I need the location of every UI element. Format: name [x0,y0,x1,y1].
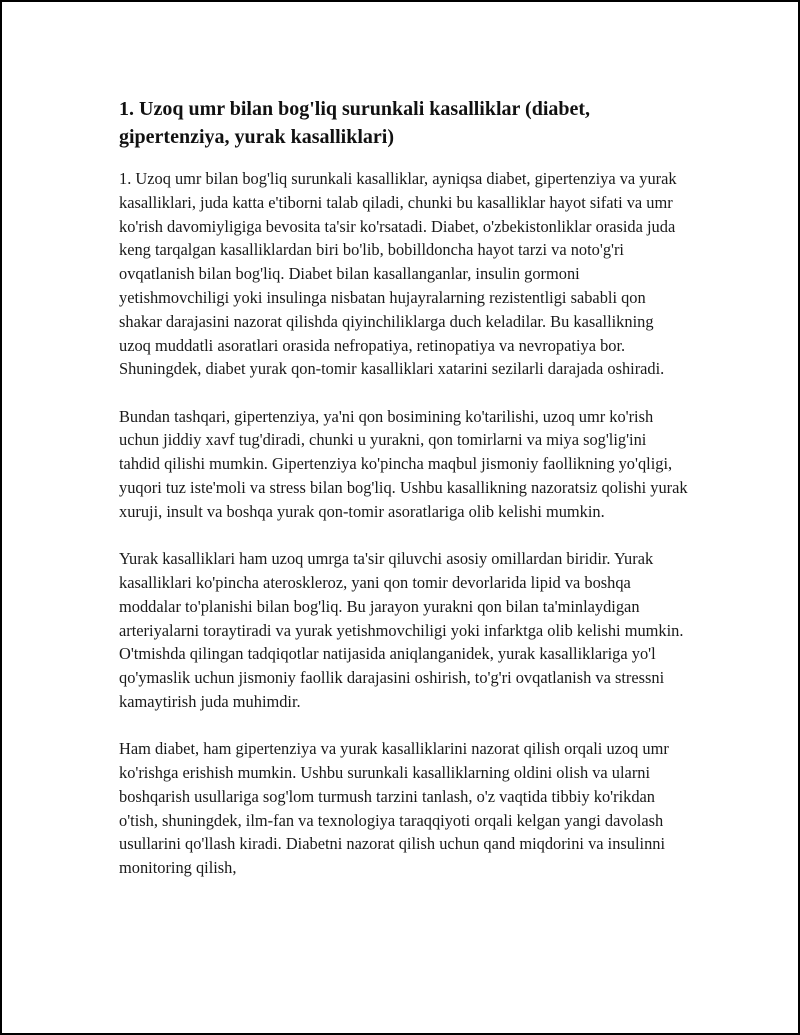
paragraph-heart-disease: Yurak kasalliklari ham uzoq umrga ta'sir qiluvchi asosiy omillardan biridir. Yurak kasalliklari ko'pincha ateroskleroz, yani qon tomir devorlarida lipid va boshqa moddalar to'planishi bilan bog'liq. Bu jarayon yurakni qon bilan ta'minlaydigan arteriyalarni toraytiradi va yurak yetishmovchiligi yoki infarktga olib kelishi mumkin. O'tmishda qilingan tadqiqotlar natijasida aniqlanganidek, yurak kasalliklariga yo'l qo'ymaslik uchun jismoniy faollik darajasini oshirish, to'g'ri ovqatlanish va stressni kamaytirish juda muhimdir. [119,549,684,711]
paragraph-control: Ham diabet, ham gipertenziya va yurak kasalliklarini nazorat qilish orqali uzoq umr ko'rishga erishish mumkin. Ushbu surunkali kasalliklarning oldini olish va ularni boshqarish usullariga sog'lom turmush tarzini tanlash, o'z vaqtida tibbiy ko'rikdan o'tish, shuningdek, ilm-fan va texnologiya taraqqiyoti orqali kelgan yangi davolash usullarini qo'llash kiradi. Diabetni nazorat qilish uchun qand miqdorini va insulinni monitoring qilish, [119,739,669,878]
paragraph-hypertension: Bundan tashqari, gipertenziya, ya'ni qon bosimining ko'tarilishi, uzoq umr ko'rish uchun jiddiy xavf tug'diradi, chunki u yurakni, qon tomirlarni va miya sog'lig'ini tahdid qilishi mumkin. Gipertenziya ko'pincha maqbul jismoniy faollikning yo'qligi, yuqori tuz iste'moli va stress bilan bog'liq. Ushbu kasallikning nazoratsiz qolishi yurak xuruji, insult va boshqa yurak qon-tomir asoratlariga olib kelishi mumkin. [119,406,688,521]
paragraph-diabetes: 1. Uzoq umr bilan bog'liq surunkali kasalliklar, ayniqsa diabet, gipertenziya va yurak kasalliklari, juda katta e'tiborni talab qiladi, chunki bu kasalliklar hayot sifati va umr ko'rish davomiyligiga bevosita ta'sir ko'rsatadi. Diabet, o'zbekistonliklar orasida juda keng tarqalgan kasalliklardan biri bo'lib, bobilldoncha hayot tarzi va noto'g'ri ovqatlanish bilan bog'liq. Diabet bilan kasallanganlar, insulin gormoni yetishmovchiligi yoki insulinga nisbatan hujayralarning rezistentligi sababli qon shakar darajasini nazorat qilishda qiyinchiliklarga duch keladilar. Bu kasallikning uzoq muddatli asoratlari orasida nefropatiya, retinopatiya va nevropatiya bor. Shuningdek, diabet yurak qon-tomir kasalliklari xatarini sezilarli darajada oshiradi. [119,169,677,379]
section-heading: 1. Uzoq umr bilan bog'liq surunkali kasalliklar (diabet, gipertenziya, yurak kasalliklari) [119,98,591,148]
document-body [119,95,689,880]
